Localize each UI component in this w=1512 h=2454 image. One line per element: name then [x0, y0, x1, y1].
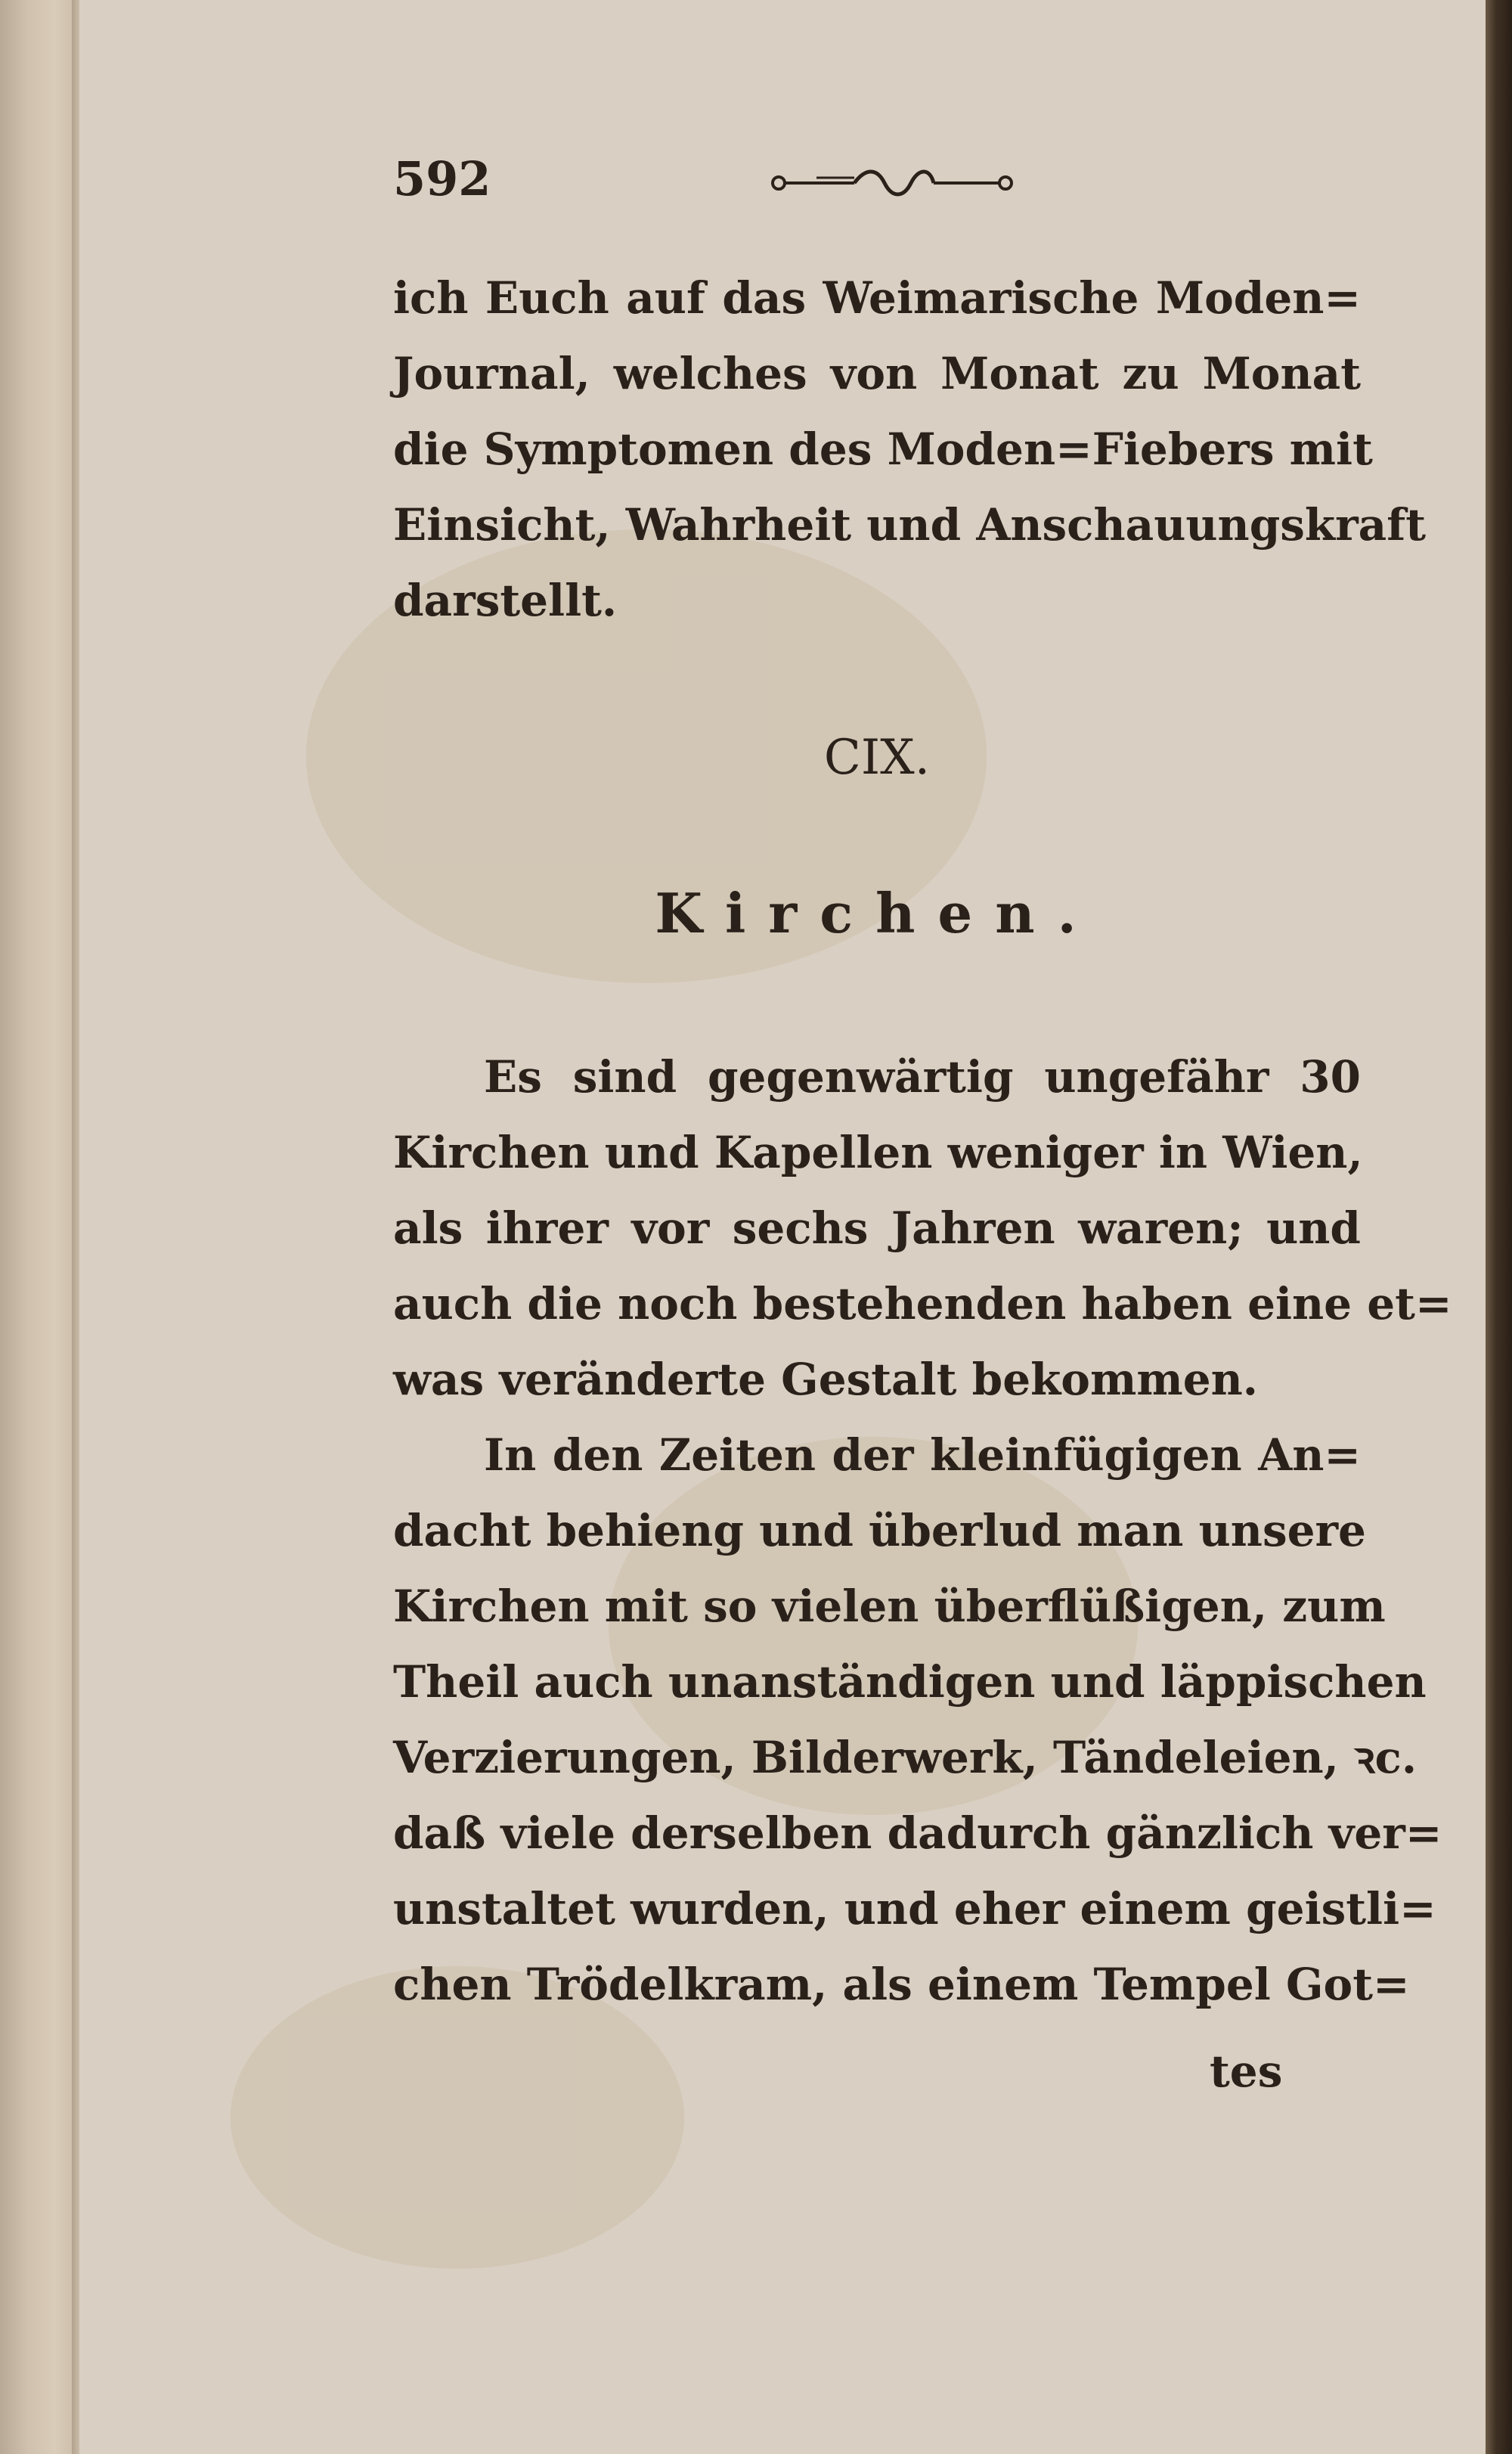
- section-number: CIX.: [823, 730, 931, 786]
- text-line: was veränderte Gestalt bekommen.: [393, 1354, 1258, 1405]
- text-line: Kirchen und Kapellen weniger in Wien,: [393, 1127, 1363, 1178]
- text-line: Theil auch unanständigen und läppischen: [393, 1656, 1427, 1708]
- text-line: chen Trödelkram, als einem Tempel Got=: [393, 1959, 1410, 2010]
- text-line: dacht behieng und überlud man unsere: [393, 1505, 1366, 1556]
- text-line: auch die noch bestehenden haben eine et=: [393, 1278, 1452, 1329]
- section-title: Kirchen.: [655, 881, 1099, 945]
- text-line: Journal, welches von Monat zu Monat: [393, 348, 1361, 399]
- text-line: Es sind gegenwärtig ungefähr 30: [484, 1051, 1361, 1103]
- text-line: daß viele derselben dadurch gänzlich ver=: [393, 1807, 1442, 1859]
- page-number: 592: [393, 151, 491, 206]
- text-line: ich Euch auf das Weimarische Moden=: [393, 272, 1361, 324]
- text-line: die Symptomen des Moden=Fiebers mit: [393, 423, 1373, 475]
- text-line: unstaltet wurden, und eher einem geistli=: [393, 1883, 1436, 1934]
- text-line: Verzierungen, Bilderwerk, Tändeleien, ꝛc.: [393, 1732, 1418, 1783]
- page-stack-edge: [0, 0, 79, 2454]
- catchword: tes: [1210, 2046, 1283, 2097]
- book-cover-edge: [1486, 0, 1512, 2454]
- text-line: Kirchen mit so vielen überflüßigen, zum: [393, 1581, 1386, 1632]
- text-line: In den Zeiten der kleinfügigen An=: [484, 1429, 1361, 1481]
- text-line: als ihrer vor sechs Jahren waren; und: [393, 1202, 1361, 1254]
- text-line: darstellt.: [393, 575, 618, 626]
- page-header: [393, 151, 1361, 219]
- text-line: Einsicht, Wahrheit und Anschauungskraft: [393, 499, 1427, 551]
- ornament-rule-icon: [771, 168, 1013, 198]
